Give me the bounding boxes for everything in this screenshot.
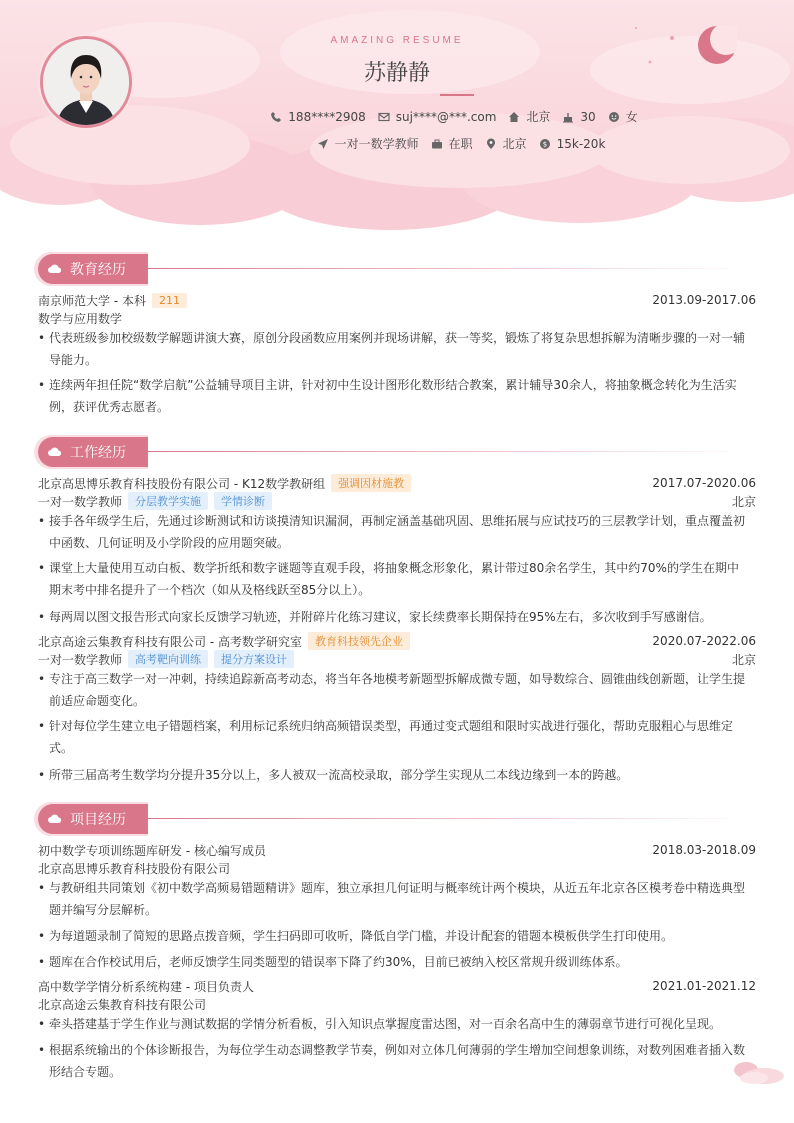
residence-city: 北京 [526, 110, 551, 124]
svg-text:$: $ [542, 140, 547, 149]
role-tag: 高考靶向训练 [128, 650, 208, 668]
job-bullet: • 专注于高三数学一对一冲刺，持续追踪新高考动态，将当年各地模考新题型拆解成微专题，如导数综合、圆锥曲线创新题，让学生提前适应命题变化。 [38, 668, 748, 712]
job-status-info [431, 135, 473, 152]
target-city-info [485, 135, 527, 152]
job-role: 一对一数学教师 [38, 652, 123, 667]
work-title-text: 工作经历 [70, 445, 126, 461]
job-bullet: • 每两周以图文报告形式向家长反馈学习轨迹，并附碎片化练习建议，家长续费率长期保持在95%左右，多次收到手写感谢信。 [38, 606, 748, 628]
job-company-row [38, 632, 756, 650]
project-org-row [38, 995, 756, 1013]
gender-value: 女 [625, 110, 638, 124]
job-intent-row [64, 135, 794, 152]
project-section-title [38, 804, 148, 834]
job-date: 2017.07-2020.06 [652, 476, 756, 490]
company-tag: 强调因材施教 [331, 474, 411, 492]
project-org: 北京高思博乐教育科技股份有限公司 [38, 861, 231, 876]
project-bullet: • 根据系统输出的个体诊断报告，为每位学生动态调整教学节奏，例如对立体几何薄弱的学生增加空间想象训练，对数列困难者插入数形结合专题。 [38, 1039, 748, 1083]
school-tag: 211 [152, 293, 187, 308]
project-title-text: 项目经历 [70, 812, 126, 828]
briefcase-icon [431, 138, 443, 150]
job-bullet: • 所带三届高考生数学均分提升35分以上，多人被双一流高校录取，部分学生实现从二本线边缘到一本的跨越。 [38, 764, 748, 786]
job-bullet: • 针对每位学生建立电子错题档案，利用标记系统归纳高频错误类型，再通过变式题组和限时实战进行强化，帮助克服粗心与思维定式。 [38, 715, 748, 759]
company-name: 北京高途云集教育科技有限公司 - 高考数学研究室 [38, 634, 302, 649]
target-position-info [317, 135, 419, 152]
project-bullet: • 与教研组共同策划《初中数学高频易错题精讲》题库，独立承担几何证明与概率统计两个模块，从近五年北京各区模考卷中精选典型题并编写分层解析。 [38, 877, 748, 921]
project-bullet: • 为每道题录制了简短的思路点拨音频，学生扫码即可收听，降低自学门槛，并设计配套的错题本模板供学生打印使用。 [38, 925, 748, 947]
target-city: 北京 [502, 137, 527, 151]
job-bullet: • 课堂上大量使用互动白板、数学折纸和数字谜题等直观手段，将抽象概念形象化，累计带过80余名学生，其中约70%的学生在期中期末考中排名提升了一个档次（如从及格线跃至85分以上）。 [38, 557, 748, 601]
resume-tagline: AMAZING RESUME [330, 35, 464, 46]
target-position: 一对一数学教师 [334, 137, 419, 151]
cloud-icon [48, 264, 62, 274]
resume-header [0, 0, 794, 230]
education-divider [148, 268, 728, 269]
job-role-row [38, 492, 756, 510]
age-info [562, 108, 595, 125]
location-icon [485, 138, 497, 150]
salary-info [539, 135, 606, 152]
role-tag: 提分方案设计 [214, 650, 294, 668]
age-value: 30 [580, 109, 596, 124]
home-icon [508, 111, 520, 123]
phone-info [270, 108, 365, 125]
name-divider [440, 94, 474, 96]
project-bullet: • 题库在合作校试用后，老师反馈学生同类题型的错误率下降了约30%，目前已被纳入校区常规升级训练体系。 [38, 951, 748, 973]
education-bullet: • 代表班级参加校级数学解题讲演大赛，原创分段函数应用案例并现场讲解，获一等奖，锻炼了将复杂思想拆解为清晰步骤的一对一辅导能力。 [38, 327, 748, 371]
project-name: 初中数学专项训练题库研发 - 核心编写成员 [38, 843, 266, 858]
email-address: suj****@***.com [395, 109, 497, 124]
job-role-row [38, 650, 756, 668]
phone-icon [270, 111, 282, 123]
send-icon [317, 138, 329, 150]
education-title-text: 教育经历 [70, 262, 126, 278]
company-tag: 教育科技领先企业 [308, 632, 410, 650]
project-header-row [38, 977, 756, 995]
education-section-title [38, 254, 148, 284]
project-date: 2018.03-2018.09 [652, 843, 756, 857]
project-date: 2021.01-2021.12 [652, 979, 756, 993]
education-bullet: • 连续两年担任院“数学启航”公益辅导项目主讲，针对初中生设计图形化数形结合教案，累计辅导30余人，将抽象概念转化为生活实例，获评优秀志愿者。 [38, 374, 748, 418]
residence-info [508, 108, 550, 125]
education-header-row [38, 291, 756, 309]
candidate-name: 苏静静 [363, 61, 430, 86]
cloud-icon [48, 814, 62, 824]
work-divider [148, 451, 728, 452]
gender-info [608, 108, 638, 125]
phone-number: 188****2908 [288, 109, 366, 124]
company-name: 北京高思博乐教育科技股份有限公司 - K12数学教研组 [38, 476, 326, 491]
expected-salary: 15k-20k [556, 136, 606, 151]
money-icon [539, 138, 551, 150]
role-tag: 学情诊断 [214, 492, 272, 510]
job-status: 在职 [448, 137, 473, 151]
email-info [378, 108, 497, 125]
major-row [38, 309, 756, 327]
cloud-icon [48, 447, 62, 457]
job-company-row [38, 474, 756, 492]
education-date: 2013.09-2017.06 [652, 293, 756, 307]
project-org: 北京高途云集教育科技有限公司 [38, 997, 207, 1012]
job-bullet: • 接手各年级学生后，先通过诊断测试和访谈摸清知识漏洞，再制定涵盖基础巩固、思维拓展与应试技巧的三层教学计划，重点覆盖初中函数、几何证明及小学阶段的应用题突破。 [38, 510, 748, 554]
project-bullet: • 牵头搭建基于学生作业与测试数据的学情分析看板，引入知识点掌握度雷达图，对一百余名高中生的薄弱章节进行可视化呈现。 [38, 1013, 748, 1035]
contact-info-row [57, 108, 794, 125]
project-header-row [38, 841, 756, 859]
project-name: 高中数学学情分析系统构建 - 项目负责人 [38, 979, 254, 994]
job-city: 北京 [731, 494, 756, 509]
school-name: 南京师范大学 - 本科 [38, 293, 146, 308]
project-divider [148, 818, 728, 819]
email-icon [378, 111, 390, 123]
role-tag: 分层教学实施 [128, 492, 208, 510]
job-role: 一对一数学教师 [38, 494, 123, 509]
major-name: 数学与应用数学 [38, 311, 123, 326]
job-city: 北京 [731, 652, 756, 667]
job-date: 2020.07-2022.06 [652, 634, 756, 648]
smile-icon [608, 111, 620, 123]
cake-icon [562, 111, 574, 123]
decorative-cloud [730, 1058, 786, 1086]
work-section-title [38, 437, 148, 467]
project-org-row [38, 859, 756, 877]
